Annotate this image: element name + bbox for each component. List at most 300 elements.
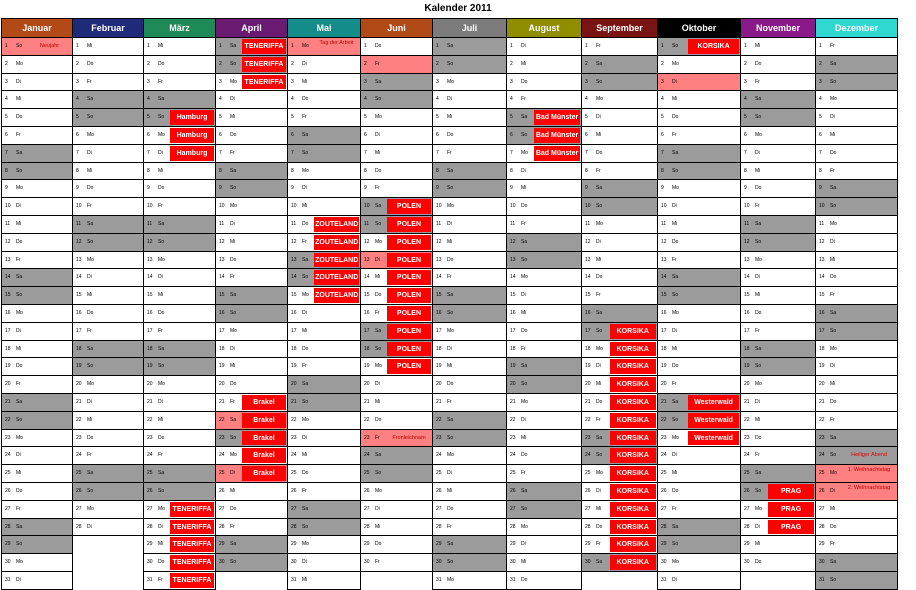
day-number: 26 bbox=[291, 487, 297, 494]
day-cell bbox=[658, 518, 741, 536]
day-number: 24 bbox=[219, 452, 225, 459]
day-number: 30 bbox=[510, 559, 516, 566]
day-number: 4 bbox=[147, 96, 150, 103]
day-number: 1 bbox=[219, 43, 222, 49]
weekday-label: Mo bbox=[375, 238, 382, 245]
weekday-label: So bbox=[16, 43, 23, 49]
weekday-label: Mi bbox=[302, 203, 308, 210]
day-number: 31 bbox=[147, 576, 153, 583]
day-number: 16 bbox=[147, 309, 153, 316]
weekday-label: So bbox=[521, 381, 528, 388]
weekday-label: Do bbox=[158, 309, 165, 316]
weekday-label: So bbox=[375, 470, 382, 477]
day-cell bbox=[2, 73, 73, 91]
weekday-label: Mo bbox=[16, 559, 23, 566]
day-cell bbox=[288, 55, 361, 73]
weekday-label: Mo bbox=[755, 381, 762, 388]
day-number: 23 bbox=[510, 434, 516, 441]
day-number: 25 bbox=[219, 470, 225, 477]
weekday-label: Do bbox=[375, 292, 382, 299]
day-number: 7 bbox=[147, 149, 150, 156]
day-number: 26 bbox=[585, 487, 591, 494]
day-cell bbox=[433, 287, 507, 305]
day-cell bbox=[288, 536, 361, 554]
day-number: 11 bbox=[291, 220, 297, 227]
day-cell bbox=[741, 91, 816, 109]
day-cell bbox=[216, 38, 288, 56]
day-cell bbox=[144, 251, 216, 269]
weekday-label: Sa bbox=[230, 416, 237, 423]
day-number: 23 bbox=[585, 434, 591, 441]
day-number: 12 bbox=[744, 238, 750, 245]
day-cell bbox=[2, 162, 73, 180]
weekday-label: Mi bbox=[830, 505, 836, 512]
weekday-label: Mi bbox=[87, 292, 93, 299]
day-number: 19 bbox=[510, 363, 516, 370]
weekday-label: Di bbox=[521, 541, 526, 548]
day-number: 10 bbox=[819, 203, 825, 210]
day-cell bbox=[144, 322, 216, 340]
weekday-label: Do bbox=[158, 185, 165, 192]
day-number: 25 bbox=[76, 470, 82, 477]
day-number: 12 bbox=[219, 238, 225, 245]
day-cell bbox=[658, 251, 741, 269]
weekday-label: Di bbox=[230, 96, 235, 103]
weekday-label: Sa bbox=[375, 78, 382, 85]
month-header-2: März bbox=[144, 19, 216, 38]
weekday-label: So bbox=[302, 523, 309, 530]
day-number: 16 bbox=[585, 309, 591, 316]
day-number: 9 bbox=[219, 185, 222, 192]
day-number: 27 bbox=[819, 505, 825, 512]
weekday-label: Fr bbox=[672, 256, 677, 263]
day-cell bbox=[288, 144, 361, 162]
weekday-label: Mo bbox=[755, 256, 762, 263]
day-cell bbox=[144, 233, 216, 251]
day-number: 10 bbox=[5, 203, 11, 210]
day-cell bbox=[216, 126, 288, 144]
weekday-label: Fr bbox=[230, 398, 235, 405]
day-cell bbox=[741, 358, 816, 376]
day-cell bbox=[741, 144, 816, 162]
day-cell bbox=[73, 429, 144, 447]
day-cell bbox=[658, 269, 741, 287]
day-cell bbox=[288, 126, 361, 144]
day-number: 26 bbox=[5, 487, 11, 494]
day-cell bbox=[658, 126, 741, 144]
event-label: KORSIKA bbox=[610, 324, 657, 339]
weekday-label: Di bbox=[672, 452, 677, 459]
day-number: 26 bbox=[819, 487, 825, 494]
event-label: KORSIKA bbox=[610, 342, 657, 357]
event-label: TENERIFFA bbox=[170, 502, 214, 517]
weekday-label: Di bbox=[158, 398, 163, 405]
day-cell bbox=[216, 554, 288, 572]
weekday-label: Mo bbox=[230, 452, 237, 459]
day-cell bbox=[144, 144, 216, 162]
weekday-label: Di bbox=[16, 78, 21, 85]
weekday-label: Sa bbox=[87, 345, 94, 352]
day-cell bbox=[816, 500, 898, 518]
day-number: 23 bbox=[744, 434, 750, 441]
weekday-label: Mi bbox=[375, 398, 381, 405]
day-number: 21 bbox=[76, 398, 82, 405]
day-number: 8 bbox=[436, 167, 439, 174]
day-cell bbox=[144, 340, 216, 358]
weekday-label: Di bbox=[16, 452, 21, 459]
day-number: 4 bbox=[364, 96, 367, 103]
month-header-10: November bbox=[741, 19, 816, 38]
day-number: 4 bbox=[585, 96, 588, 103]
weekday-label: Di bbox=[596, 238, 601, 245]
weekday-label: Do bbox=[596, 398, 603, 405]
day-cell bbox=[741, 73, 816, 91]
day-number: 12 bbox=[76, 238, 82, 245]
weekday-label: Mo bbox=[302, 167, 309, 174]
day-cell bbox=[507, 251, 582, 269]
day-cell bbox=[507, 500, 582, 518]
day-cell bbox=[816, 144, 898, 162]
event-label: ZOUTELAND bbox=[314, 288, 359, 303]
day-cell bbox=[582, 340, 658, 358]
day-number: 10 bbox=[436, 203, 442, 210]
weekday-label: Mo bbox=[302, 541, 309, 548]
weekday-label: Mo bbox=[447, 452, 454, 459]
day-number: 1 bbox=[744, 43, 747, 49]
day-cell bbox=[658, 411, 741, 429]
day-row bbox=[2, 322, 898, 340]
weekday-label: Do bbox=[521, 327, 528, 334]
day-number: 5 bbox=[219, 114, 222, 121]
day-number: 13 bbox=[291, 256, 297, 263]
weekday-label: So bbox=[158, 238, 165, 245]
weekday-label: Do bbox=[755, 185, 762, 192]
day-number: 11 bbox=[661, 220, 667, 227]
weekday-label: Do bbox=[755, 60, 762, 67]
day-number: 28 bbox=[147, 523, 153, 530]
day-number: 15 bbox=[510, 292, 516, 299]
weekday-label: So bbox=[672, 167, 679, 174]
day-cell bbox=[73, 482, 144, 500]
day-cell bbox=[288, 500, 361, 518]
day-number: 3 bbox=[219, 78, 222, 85]
weekday-label: So bbox=[158, 487, 165, 494]
weekday-label: Mo bbox=[447, 576, 454, 583]
day-number: 30 bbox=[661, 559, 667, 566]
weekday-label: Mi bbox=[158, 167, 164, 174]
day-row bbox=[2, 304, 898, 322]
day-cell bbox=[216, 322, 288, 340]
weekday-label: Mo bbox=[16, 185, 23, 192]
day-cell bbox=[741, 233, 816, 251]
day-number: 16 bbox=[744, 309, 750, 316]
weekday-label: Mi bbox=[158, 292, 164, 299]
day-cell bbox=[144, 38, 216, 56]
weekday-label: Fr bbox=[158, 78, 163, 85]
weekday-label: Mi bbox=[87, 43, 93, 49]
day-number: 22 bbox=[5, 416, 11, 423]
weekday-label: Di bbox=[447, 96, 452, 103]
day-cell bbox=[2, 91, 73, 109]
weekday-label: Fr bbox=[596, 416, 601, 423]
weekday-label: Do bbox=[672, 238, 679, 245]
day-number: 14 bbox=[510, 274, 516, 281]
empty-cell bbox=[73, 571, 144, 589]
day-cell bbox=[144, 269, 216, 287]
weekday-label: So bbox=[521, 131, 528, 138]
empty-cell bbox=[582, 571, 658, 589]
day-number: 21 bbox=[5, 398, 11, 405]
day-cell bbox=[2, 304, 73, 322]
day-row bbox=[2, 109, 898, 127]
event-label: ZOUTELAND bbox=[314, 235, 359, 250]
weekday-label: Di bbox=[16, 327, 21, 334]
event-label: Westerwald bbox=[688, 431, 739, 446]
weekday-label: Di bbox=[87, 274, 92, 281]
event-label: KORSIKA bbox=[610, 520, 657, 535]
weekday-label: Fr bbox=[158, 576, 163, 583]
day-cell bbox=[73, 465, 144, 483]
day-number: 8 bbox=[76, 167, 79, 174]
day-number: 5 bbox=[147, 114, 150, 121]
weekday-label: Fr bbox=[158, 327, 163, 334]
weekday-label: Sa bbox=[596, 185, 603, 192]
day-number: 23 bbox=[219, 434, 225, 441]
day-row bbox=[2, 554, 898, 572]
day-number: 16 bbox=[364, 309, 370, 316]
weekday-label: Fr bbox=[230, 523, 235, 530]
weekday-label: Sa bbox=[830, 185, 837, 192]
day-cell bbox=[73, 269, 144, 287]
day-number: 6 bbox=[219, 131, 222, 138]
day-number: 7 bbox=[819, 149, 822, 156]
weekday-label: Fr bbox=[596, 43, 601, 49]
day-cell bbox=[582, 269, 658, 287]
day-number: 9 bbox=[585, 185, 588, 192]
weekday-label: Mo bbox=[302, 43, 309, 49]
day-number: 25 bbox=[661, 470, 667, 477]
weekday-label: Do bbox=[447, 381, 454, 388]
day-cell bbox=[582, 554, 658, 572]
day-number: 13 bbox=[744, 256, 750, 263]
day-cell bbox=[288, 429, 361, 447]
day-number: 26 bbox=[436, 487, 442, 494]
day-cell bbox=[73, 376, 144, 394]
weekday-label: So bbox=[87, 487, 94, 494]
weekday-label: Mi bbox=[521, 60, 527, 67]
day-cell bbox=[2, 322, 73, 340]
day-number: 30 bbox=[147, 559, 153, 566]
day-number: 24 bbox=[510, 452, 516, 459]
day-number: 28 bbox=[819, 523, 825, 530]
weekday-label: So bbox=[302, 274, 309, 281]
day-number: 20 bbox=[364, 381, 370, 388]
weekday-label: Fr bbox=[375, 434, 380, 441]
day-number: 2 bbox=[364, 60, 367, 67]
day-number: 2 bbox=[76, 60, 79, 67]
day-number: 18 bbox=[436, 345, 442, 352]
day-number: 24 bbox=[585, 452, 591, 459]
day-number: 15 bbox=[436, 292, 442, 299]
day-cell bbox=[741, 429, 816, 447]
day-number: 31 bbox=[819, 576, 825, 583]
day-cell bbox=[582, 144, 658, 162]
day-number: 26 bbox=[364, 487, 370, 494]
day-cell bbox=[361, 215, 433, 233]
day-number: 26 bbox=[147, 487, 153, 494]
day-cell bbox=[741, 465, 816, 483]
day-number: 11 bbox=[744, 220, 750, 227]
event-label: Bad Münster bbox=[534, 128, 580, 143]
day-number: 2 bbox=[436, 60, 439, 67]
day-number: 14 bbox=[291, 274, 297, 281]
empty-cell bbox=[73, 536, 144, 554]
day-number: 3 bbox=[5, 78, 8, 85]
day-number: 7 bbox=[291, 149, 294, 156]
day-cell bbox=[658, 376, 741, 394]
day-cell bbox=[216, 144, 288, 162]
day-cell bbox=[216, 55, 288, 73]
day-cell bbox=[361, 91, 433, 109]
day-cell bbox=[433, 518, 507, 536]
weekday-label: So bbox=[521, 505, 528, 512]
day-cell bbox=[658, 55, 741, 73]
day-number: 3 bbox=[744, 78, 747, 85]
weekday-label: Do bbox=[830, 149, 837, 156]
day-row bbox=[2, 144, 898, 162]
weekday-label: Mi bbox=[830, 131, 836, 138]
weekday-label: Do bbox=[16, 487, 23, 494]
day-number: 28 bbox=[661, 523, 667, 530]
weekday-label: Fr bbox=[830, 416, 835, 423]
weekday-label: Fr bbox=[672, 505, 677, 512]
day-cell bbox=[433, 358, 507, 376]
weekday-label: Mi bbox=[375, 523, 381, 530]
day-number: 5 bbox=[744, 114, 747, 121]
day-number: 25 bbox=[147, 470, 153, 477]
day-cell bbox=[2, 269, 73, 287]
day-cell bbox=[507, 269, 582, 287]
day-cell bbox=[73, 304, 144, 322]
weekday-label: Mi bbox=[521, 309, 527, 316]
empty-cell bbox=[216, 571, 288, 589]
day-cell bbox=[73, 393, 144, 411]
weekday-label: Sa bbox=[447, 167, 454, 174]
weekday-label: So bbox=[596, 203, 603, 210]
day-number: 21 bbox=[585, 398, 591, 405]
day-number: 8 bbox=[291, 167, 294, 174]
weekday-label: Sa bbox=[672, 149, 679, 156]
weekday-label: Mi bbox=[375, 274, 381, 281]
event-label: POLEN bbox=[387, 324, 431, 339]
day-number: 8 bbox=[219, 167, 222, 174]
day-number: 24 bbox=[76, 452, 82, 459]
day-number: 8 bbox=[364, 167, 367, 174]
day-number: 9 bbox=[291, 185, 294, 192]
weekday-label: Do bbox=[830, 523, 837, 530]
day-number: 17 bbox=[510, 327, 516, 334]
weekday-label: Mi bbox=[521, 559, 527, 566]
weekday-label: Mi bbox=[16, 345, 22, 352]
day-number: 28 bbox=[744, 523, 750, 530]
day-number: 7 bbox=[585, 149, 588, 156]
day-number: 19 bbox=[436, 363, 442, 370]
day-cell bbox=[582, 429, 658, 447]
day-cell bbox=[582, 465, 658, 483]
day-number: 19 bbox=[219, 363, 225, 370]
day-number: 13 bbox=[819, 256, 825, 263]
day-cell bbox=[361, 269, 433, 287]
day-cell bbox=[216, 340, 288, 358]
day-cell bbox=[507, 411, 582, 429]
weekday-label: Di bbox=[755, 523, 760, 530]
day-row bbox=[2, 465, 898, 483]
day-cell bbox=[816, 447, 898, 465]
weekday-label: Mo bbox=[158, 131, 165, 138]
day-number: 27 bbox=[5, 505, 11, 512]
day-number: 20 bbox=[819, 381, 825, 388]
weekday-label: Di bbox=[158, 149, 163, 156]
day-cell bbox=[144, 358, 216, 376]
day-number: 21 bbox=[147, 398, 153, 405]
weekday-label: Do bbox=[521, 576, 528, 583]
day-cell bbox=[216, 447, 288, 465]
weekday-label: Sa bbox=[447, 43, 454, 49]
day-cell bbox=[433, 162, 507, 180]
day-cell bbox=[507, 91, 582, 109]
day-number: 2 bbox=[744, 60, 747, 67]
day-row bbox=[2, 55, 898, 73]
day-number: 3 bbox=[661, 78, 664, 85]
day-number: 12 bbox=[510, 238, 516, 245]
day-number: 29 bbox=[819, 541, 825, 548]
weekday-label: Do bbox=[158, 559, 165, 566]
day-cell bbox=[507, 109, 582, 127]
weekday-label: Fr bbox=[830, 43, 835, 49]
day-cell bbox=[816, 304, 898, 322]
day-cell bbox=[73, 358, 144, 376]
weekday-label: Sa bbox=[302, 131, 309, 138]
weekday-label: Mi bbox=[755, 416, 761, 423]
weekday-label: Do bbox=[596, 523, 603, 530]
day-number: 16 bbox=[510, 309, 516, 316]
weekday-label: Mi bbox=[87, 416, 93, 423]
day-cell bbox=[144, 91, 216, 109]
weekday-label: Fr bbox=[87, 78, 92, 85]
day-cell bbox=[2, 109, 73, 127]
day-cell bbox=[144, 304, 216, 322]
weekday-label: Sa bbox=[447, 292, 454, 299]
weekday-label: Mi bbox=[447, 238, 453, 245]
event-label: TENERIFFA bbox=[242, 75, 286, 90]
day-cell bbox=[816, 411, 898, 429]
day-number: 31 bbox=[291, 576, 297, 583]
weekday-label: Mi bbox=[230, 114, 236, 121]
day-number: 20 bbox=[661, 381, 667, 388]
day-cell bbox=[288, 482, 361, 500]
weekday-label: Mi bbox=[755, 43, 761, 49]
event-label: POLEN bbox=[387, 270, 431, 285]
day-number: 4 bbox=[219, 96, 222, 103]
weekday-label: Mo bbox=[755, 505, 762, 512]
day-cell bbox=[507, 126, 582, 144]
day-cell bbox=[288, 198, 361, 216]
weekday-label: Do bbox=[596, 149, 603, 156]
day-cell bbox=[507, 536, 582, 554]
day-number: 23 bbox=[5, 434, 11, 441]
day-cell bbox=[507, 55, 582, 73]
event-label: Brakel bbox=[242, 431, 286, 446]
